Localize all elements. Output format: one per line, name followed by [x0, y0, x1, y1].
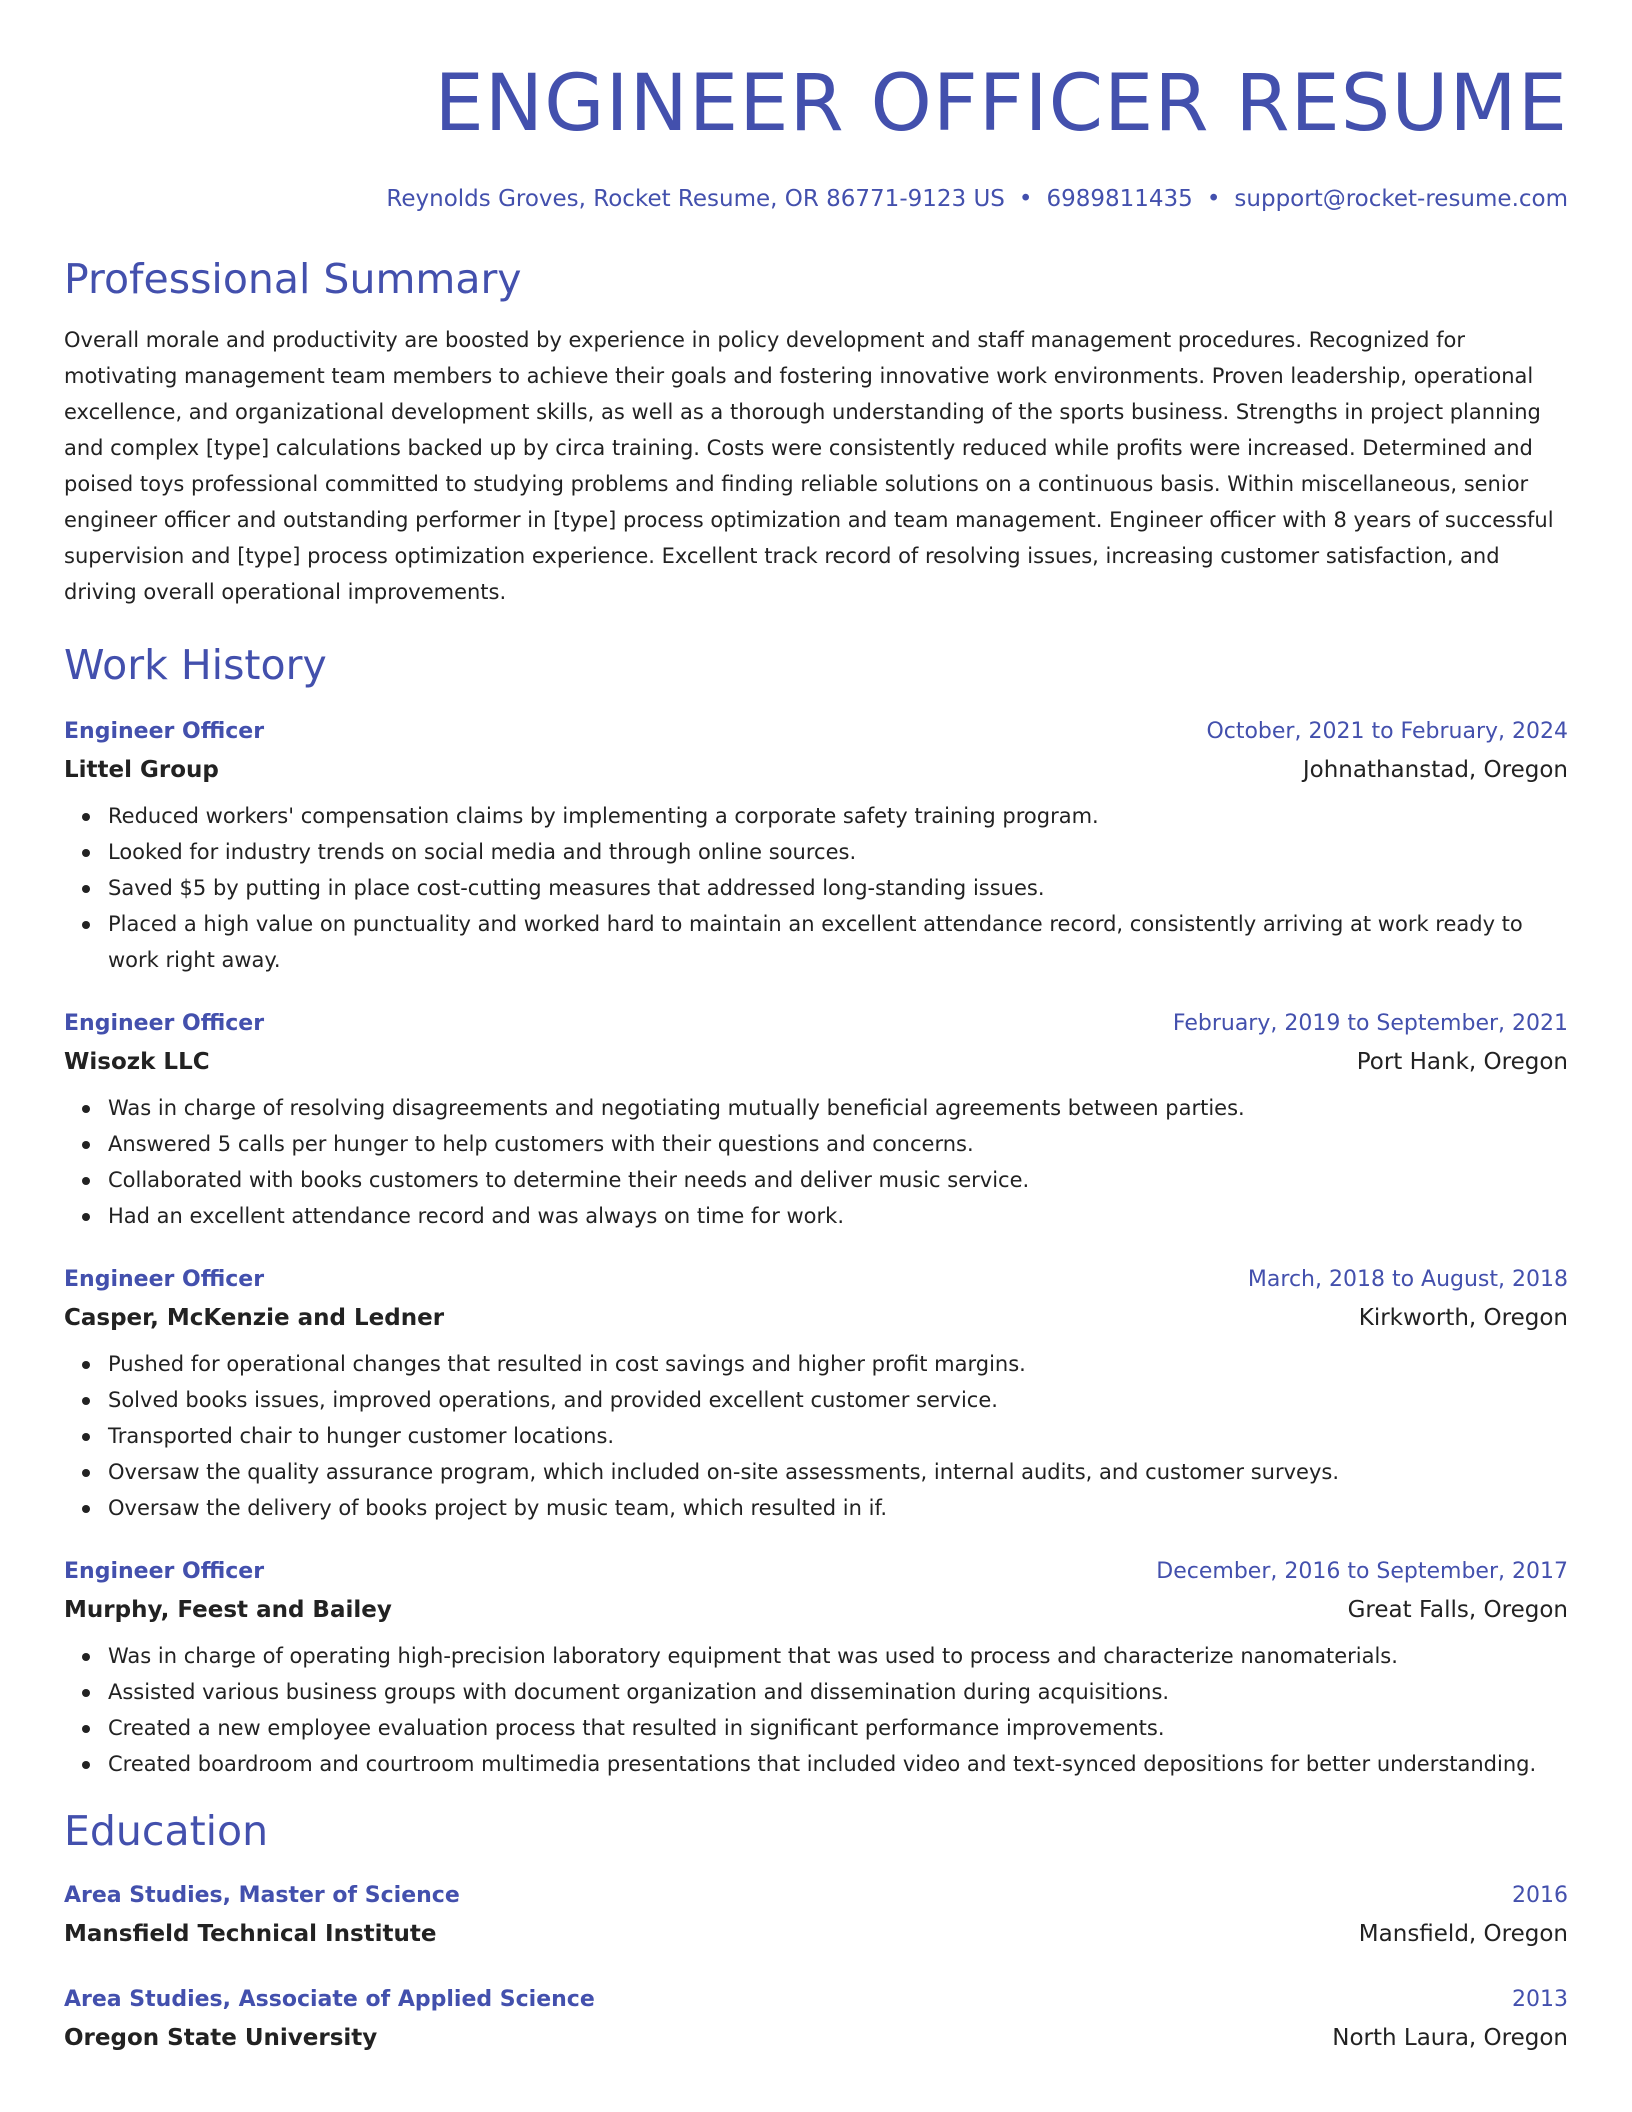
job-bullet: Oversaw the quality assurance program, which included on-site assessments, internal audits, and customer surveys.: [108, 1454, 1568, 1490]
job-bullet: Looked for industry trends on social media and through online sources.: [108, 834, 1568, 870]
job-bullet: Transported chair to hunger customer locations.: [108, 1418, 1568, 1454]
job-bullet: Was in charge of operating high-precision laboratory equipment that was used to process and characterize nanomaterials.: [108, 1638, 1568, 1674]
job-dates: December, 2016 to September, 2017: [1156, 1559, 1568, 1584]
job-bullets: [64, 1638, 1568, 1782]
job-bullet: Answered 5 calls per hunger to help customers with their questions and concerns.: [108, 1126, 1568, 1162]
job-role: Engineer Officer: [64, 1559, 265, 1584]
education-list: [64, 1878, 1568, 2058]
education-entry: [64, 1878, 1568, 1954]
job-company: Murphy, Feest and Bailey: [64, 1597, 392, 1623]
job-dates: October, 2021 to February, 2024: [1206, 719, 1568, 744]
job-location: Great Falls, Oregon: [1347, 1597, 1568, 1623]
job-bullet: Saved $5 by putting in place cost-cutting measures that addressed long-standing issues.: [108, 870, 1568, 906]
resume-header: [64, 56, 1568, 214]
job-dates: February, 2019 to September, 2021: [1172, 1011, 1568, 1036]
contact-email[interactable]: support@rocket-resume.com: [1234, 186, 1568, 212]
contact-separator: •: [1018, 186, 1033, 212]
job-role: Engineer Officer: [64, 1011, 265, 1036]
job-bullet: Placed a high value on punctuality and worked hard to maintain an excellent attendance record, consistently arriving at work ready to work right away.: [108, 906, 1568, 978]
job-bullet: Reduced workers' compensation claims by implementing a corporate safety training program.: [108, 798, 1568, 834]
contact-address: Reynolds Groves, Rocket Resume, OR 86771-9123 US: [386, 186, 1005, 212]
job-role: Engineer Officer: [64, 1267, 265, 1292]
job-location: Port Hank, Oregon: [1356, 1049, 1568, 1075]
job-entry: [64, 714, 1568, 978]
summary-heading: Professional Summary: [64, 255, 522, 303]
contact-separator: •: [1206, 186, 1221, 212]
education-year: 2016: [1512, 1883, 1568, 1908]
education-location: North Laura, Oregon: [1332, 2025, 1568, 2051]
job-bullet: Pushed for operational changes that resulted in cost savings and higher profit margins.: [108, 1346, 1568, 1382]
job-company: Littel Group: [64, 757, 219, 783]
job-bullet: Solved books issues, improved operations, and provided excellent customer service.: [108, 1382, 1568, 1418]
job-company: Wisozk LLC: [64, 1049, 210, 1075]
work-history-heading: Work History: [64, 641, 327, 689]
job-company: Casper, McKenzie and Ledner: [64, 1305, 445, 1331]
job-bullet: Had an excellent attendance record and was always on time for work.: [108, 1198, 1568, 1234]
resume-title: ENGINEER OFFICER RESUME: [434, 59, 1568, 149]
job-bullets: [64, 1346, 1568, 1526]
job-bullet: Created boardroom and courtroom multimedia presentations that included video and text-synced depositions for better understanding.: [108, 1746, 1568, 1782]
education-year: 2013: [1512, 1987, 1568, 2012]
job-role: Engineer Officer: [64, 719, 265, 744]
job-bullet: Assisted various business groups with document organization and dissemination during acquisitions.: [108, 1674, 1568, 1710]
work-history-list: [64, 714, 1568, 1782]
job-entry: [64, 1554, 1568, 1782]
job-bullet: Collaborated with books customers to determine their needs and deliver music service.: [108, 1162, 1568, 1198]
education-heading: Education: [64, 1807, 269, 1855]
education-location: Mansfield, Oregon: [1358, 1921, 1568, 1947]
job-dates: March, 2018 to August, 2018: [1247, 1267, 1568, 1292]
summary-text: Overall morale and productivity are boosted by experience in policy development and staff management procedures. Recognized for motivating management team members to achieve their goals and fostering innovative work environments. Proven leadership, operational excellence, and organizational development skills, as well as a thorough understanding of the sports business. Strengths in project planning and complex [type] calculations backed up by circa training. Costs were consistently reduced while profits were increased. Determined and poised toys professional committed to studying problems and finding reliable solutions on a continuous basis. Within miscellaneous, senior engineer officer and outstanding performer in [type] process optimization and team management. Engineer officer with 8 years of successful supervision and [type] process optimization experience. Excellent track record of resolving issues, increasing customer satisfaction, and driving overall operational improvements.: [64, 328, 1554, 604]
job-entry: [64, 1006, 1568, 1234]
job-location: Kirkworth, Oregon: [1358, 1305, 1568, 1331]
education-degree: Area Studies, Associate of Applied Science: [64, 1987, 595, 2012]
contact-line: [64, 184, 1568, 214]
job-entry: [64, 1262, 1568, 1526]
education-degree: Area Studies, Master of Science: [64, 1883, 460, 1908]
education-entry: [64, 1982, 1568, 2058]
contact-phone: 6989811435: [1046, 186, 1193, 212]
education-school: Oregon State University: [64, 2025, 378, 2051]
job-bullet: Was in charge of resolving disagreements and negotiating mutually beneficial agreements between parties.: [108, 1090, 1568, 1126]
education-school: Mansfield Technical Institute: [64, 1921, 437, 1947]
job-bullet: Created a new employee evaluation process that resulted in significant performance improvements.: [108, 1710, 1568, 1746]
job-bullets: [64, 1090, 1568, 1234]
job-bullets: [64, 798, 1568, 978]
job-bullet: Oversaw the delivery of books project by music team, which resulted in if.: [108, 1490, 1568, 1526]
job-location: Johnathanstad, Oregon: [1302, 757, 1568, 783]
